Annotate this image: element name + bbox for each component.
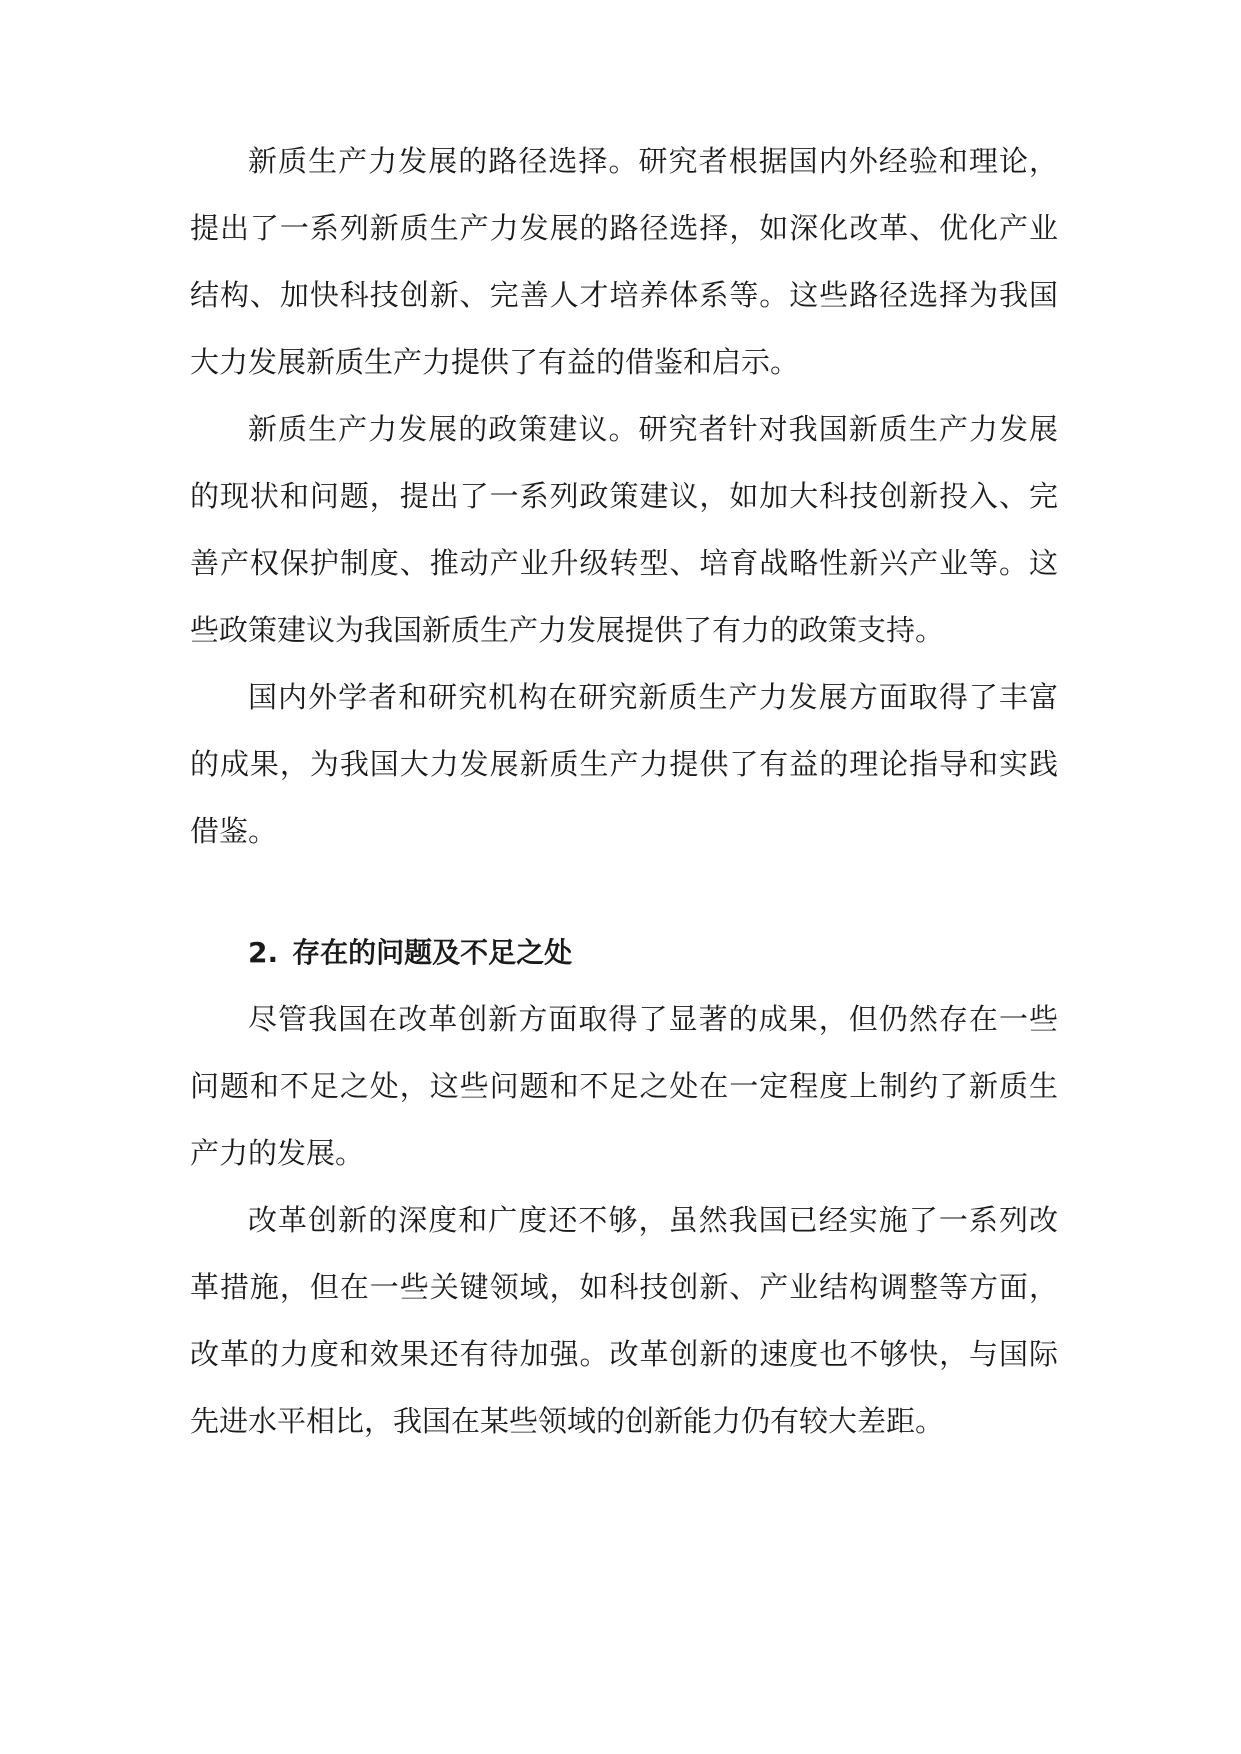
paragraph-reform-depth: 改革创新的深度和广度还不够，虽然我国已经实施了一系列改革措施，但在一些关键领域，如科技创新、产业结构调整等方面，改革的力度和效果还有待加强。改革创新的速度也不够快，与国际先进水平相比，我国在某些领域的创新能力仍有较大差距。: [190, 1203, 1058, 1438]
paragraph-research-summary: 国内外学者和研究机构在研究新质生产力发展方面取得了丰富的成果，为我国大力发展新质生产力提供了有益的理论指导和实践借鉴。: [190, 680, 1058, 848]
section-title: 存在的问题及不足之处: [292, 936, 573, 969]
document-page: [190, 128, 1058, 1455]
section-number: 2.: [248, 936, 279, 969]
paragraph-path-selection: 新质生产力发展的路径选择。研究者根据国内外经验和理论，提出了一系列新质生产力发展的路径选择，如深化改革、优化产业结构、加快科技创新、完善人才培养体系等。这些路径选择为我国大力发展新质生产力提供了有益的借鉴和启示。: [190, 144, 1058, 379]
section-heading: [190, 919, 1058, 986]
paragraph-problems-intro: 尽管我国在改革创新方面取得了显著的成果，但仍然存在一些问题和不足之处，这些问题和不足之处在一定程度上制约了新质生产力的发展。: [190, 1002, 1058, 1170]
paragraph-policy-suggestions: 新质生产力发展的政策建议。研究者针对我国新质生产力发展的现状和问题，提出了一系列政策建议，如加大科技创新投入、完善产权保护制度、推动产业升级转型、培育战略性新兴产业等。这些政策建议为我国新质生产力发展提供了有力的政策支持。: [190, 412, 1058, 647]
